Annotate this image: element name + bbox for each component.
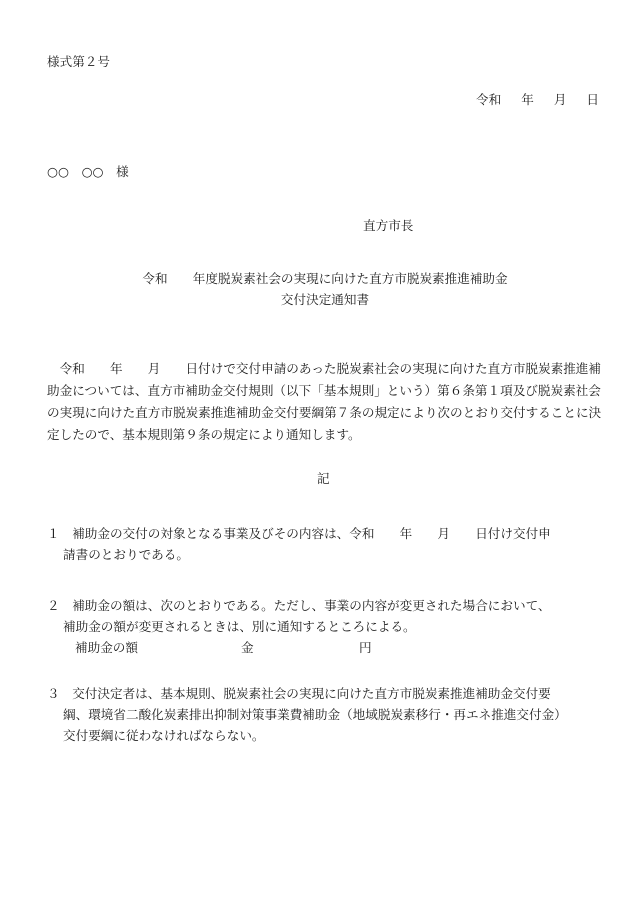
form-number: 様式第２号: [47, 54, 110, 69]
list-item-3: [47, 683, 607, 746]
amount-label: 補助金の額: [75, 640, 138, 655]
document-title: [100, 268, 550, 310]
title-line-2: 交付決定通知書: [280, 292, 370, 307]
date-year: 年: [521, 92, 534, 107]
item-text: 交付決定者は、基本規則、脱炭素社会の実現に向けた直方市脱炭素推進補助金交付要: [72, 686, 551, 701]
issuer: 直方市長: [363, 218, 414, 233]
amount-prefix: 金: [241, 640, 254, 655]
amount-row: [47, 637, 607, 658]
ki-heading: 記: [317, 471, 330, 486]
list-item-2: [47, 595, 607, 658]
item-number: ３: [47, 686, 60, 701]
item-text: 補助金の交付の対象となる事業及びその内容は、令和 年 月 日付け交付申: [72, 526, 551, 541]
list-item-1: [47, 523, 607, 565]
body-paragraph: [47, 358, 605, 446]
amount-unit: 円: [359, 640, 372, 655]
date-month: 月: [553, 92, 567, 107]
date-day: 日: [586, 92, 599, 107]
title-line-1: 令和 年度脱炭素社会の実現に向けた直方市脱炭素推進補助金: [142, 271, 508, 286]
item-text-continued: 綱、環境省二酸化炭素排出抑制対策事業費補助金（地域脱炭素移行・再エネ推進交付金）: [63, 707, 567, 722]
item-text: 補助金の額は、次のとおりである。ただし、事業の内容が変更された場合において、: [72, 598, 551, 613]
item-text-continued: 請書のとおりである。: [63, 547, 189, 562]
item-text-continued: 補助金の額が変更されるときは、別に通知するところによる。: [63, 619, 416, 634]
item-number: １: [47, 526, 60, 541]
item-number: ２: [47, 598, 60, 613]
body-text: 令和 年 月 日付けで交付申請のあった脱炭素社会の実現に向けた直方市脱炭素推進補助金については、直方市補助金交付規則（以下「基本規則」という）第６条第１項及び脱炭素社会の実現に向けた直方市脱炭素推進補助金交付要綱第７条の規定により次のとおり交付することに決定したので、基本規則第９条の規定により通知します。: [47, 361, 602, 442]
date-era: 令和: [476, 92, 502, 107]
item-text-continued: 交付要綱に従わなければならない。: [63, 728, 265, 743]
date-line: [476, 90, 599, 110]
addressee: ○○ ○○ 様: [47, 164, 129, 179]
